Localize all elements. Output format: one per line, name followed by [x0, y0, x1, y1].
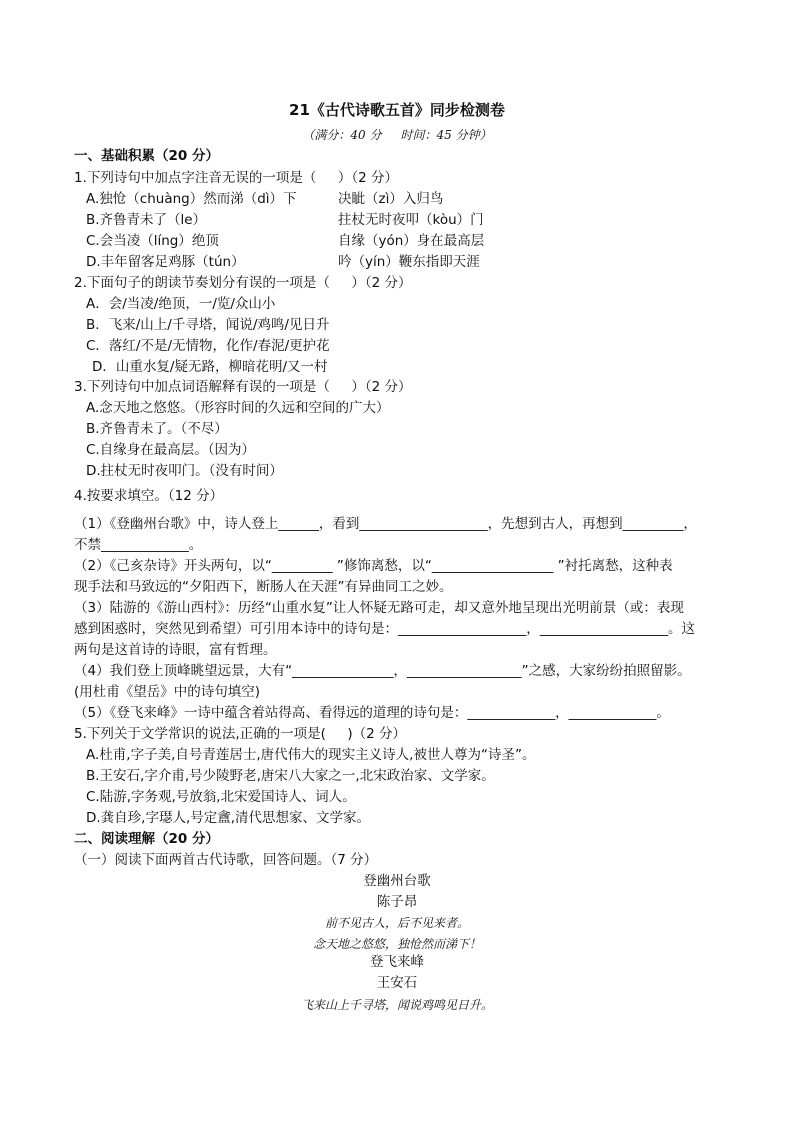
section-heading-basics: 一、基础积累（20 分）	[74, 148, 219, 164]
q1-option-b-right: 拄杖无时夜叩（kòu）门	[338, 212, 484, 228]
q1-option-b-left: B.齐鲁青未了（le）	[86, 212, 207, 228]
q4-part1-line2: 不禁_____________。	[74, 537, 203, 553]
page-title: 21《古代诗歌五首》同步检测卷	[289, 101, 505, 119]
q4-stem: 4.按要求填空。（12 分）	[74, 488, 224, 504]
q1-option-a-left: A.独怆（chuàng）然而涕（dì）下	[86, 191, 297, 207]
q4-part4-line1: （4）我们登上顶峰眺望远景，大有“_______________，_________________”之感，大家纷纷拍照留影。	[74, 663, 691, 679]
q2-stem: 2.下面句子的朗读节奏划分有误的一项是（ ）（2 分）	[74, 275, 412, 291]
reading-part1-instruction: （一）阅读下面两首古代诗歌，回答问题。（7 分）	[74, 852, 378, 868]
poem1-line2: 念天地之悠悠，独怆然而涕下！	[312, 937, 481, 951]
q5-stem: 5.下列关于文学常识的说法,正确的一项是( )（2 分）	[74, 726, 407, 742]
q3-option-a: A.念天地之悠悠。（形容时间的久远和空间的广大）	[86, 400, 390, 416]
q5-option-d: D.龚自珍,字璱人,号定盦,清代思想家、文学家。	[86, 810, 371, 826]
q3-option-b: B.齐鲁青未了。（不尽）	[86, 421, 228, 437]
q2-option-c: C．落红/不是/无情物，化作/春泥/更护花	[86, 338, 330, 354]
q4-part3-line1: （3）陆游的《游山西村》：历经“山重水复”让人怀疑无路可走，却又意外地呈现出光明前景（或：表现	[74, 600, 684, 616]
section-heading-reading: 二、阅读理解（20 分）	[74, 831, 219, 847]
q4-part1-line1: （1）《登幽州台歌》中，诗人登上______，看到___________________，先想到古人，再想到_________，	[74, 516, 697, 532]
poem2-title: 登飞来峰	[370, 954, 424, 970]
poem1-title: 登幽州台歌	[363, 873, 431, 889]
q4-part3-line3: 两句是这首诗的诗眼，富有哲理。	[74, 642, 277, 658]
q5-option-b: B.王安石,字介甫,号少陵野老,唐宋八大家之一,北宋政治家、文学家。	[86, 768, 495, 784]
q1-option-c-left: C.会当凌（líng）绝顶	[86, 233, 219, 249]
q2-option-a: A．会/当凌/绝顶，一/览/众山小	[86, 296, 276, 312]
q2-option-d: D．山重水复/疑无路，柳暗花明/又一村	[92, 359, 328, 375]
q4-part4-line2: (用杜甫《望岳》中的诗句填空)	[74, 684, 261, 700]
q4-part5-line1: （5）《登飞来峰》一诗中蕴含着站得高、看得远的道理的诗句是：_____________，_____________。	[74, 705, 670, 721]
poem1-line1: 前不见古人，后不见来者。	[324, 916, 469, 930]
poem2-author: 王安石	[376, 975, 418, 991]
q4-part3-line2: 感到困惑时，突然见到希望）可引用本诗中的诗句是：___________________，___________________。这	[74, 621, 695, 637]
q2-option-b: B．飞来/山上/千寻塔，闻说/鸡鸣/见日升	[86, 317, 330, 333]
q5-option-c: C.陆游,字务观,号放翁,北宋爱国诗人、词人。	[86, 789, 356, 805]
poem1-author: 陈子昂	[376, 894, 418, 910]
q1-option-a-right: 决眦（zì）入归鸟	[338, 191, 444, 207]
q3-option-d: D.拄杖无时夜叩门。（没有时间）	[86, 463, 283, 479]
q1-option-d-left: D.丰年留客足鸡豚（tún）	[86, 254, 245, 270]
q4-part2-line2: 现手法和马致远的“夕阳西下，断肠人在天涯”有异曲同工之妙。	[74, 579, 453, 595]
q5-option-a: A.杜甫,字子美,自号青莲居士,唐代伟大的现实主义诗人,被世人尊为“诗圣”。	[86, 747, 536, 763]
q3-stem: 3.下列诗句中加点词语解释有误的一项是（ ）（2 分）	[74, 379, 412, 395]
q1-option-d-right: 吟（yín）鞭东指即天涯	[338, 254, 480, 270]
q4-part2-line1: （2）《己亥杂诗》开头两句，以“_________ ”修饰离愁，以“__________________ ”衬托离愁，这种表	[74, 558, 673, 574]
poem2-line1: 飞来山上千寻塔，闻说鸡鸣见日升。	[300, 998, 493, 1012]
q1-option-c-right: 自缘（yón）身在最高层	[338, 233, 485, 249]
q3-option-c: C.自缘身在最高层。（因为）	[86, 442, 255, 458]
page-subtitle: （满分：40 分 时间：45 分钟）	[302, 128, 492, 142]
q1-stem: 1.下列诗句中加点字注音无误的一项是（ ）（2 分）	[74, 170, 398, 186]
